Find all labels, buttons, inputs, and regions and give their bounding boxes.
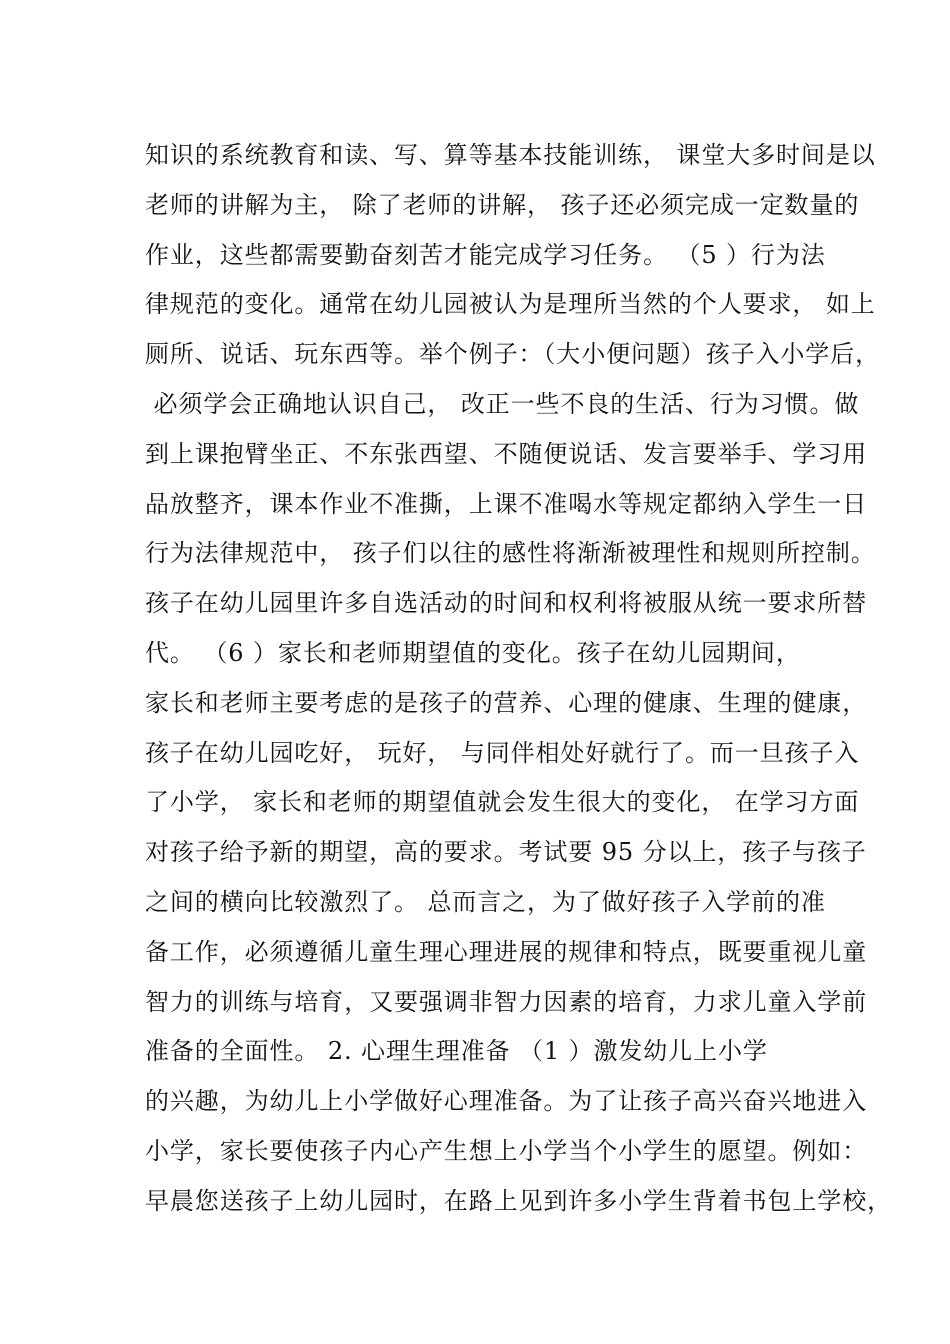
text-line: 早晨您送孩子上幼儿园时，在路上见到许多小学生背着书包上学校， — [145, 1186, 892, 1215]
text-line: 老师的讲解为主， 除了老师的讲解， 孩子还必须完成一定数量的 — [145, 190, 860, 219]
text-line: 智力的训练与培育，又要强调非智力因素的培育，力求儿童入学前 — [145, 987, 868, 1016]
text-line: 代。 （6 ）家长和老师期望值的变化。孩子在幼儿园期间， — [145, 638, 801, 667]
text-line: 的兴趣，为幼儿上小学做好心理准备。为了让孩子高兴奋兴地进入 — [145, 1087, 868, 1116]
text-line: 孩子在幼儿园里许多自选活动的时间和权利将被服从统一要求所替 — [145, 589, 868, 618]
text-line: 备工作，必须遵循儿童生理心理进展的规律和特点，既要重视儿童 — [145, 937, 868, 966]
text-line: 孩子在幼儿园吃好， 玩好， 与同伴相处好就行了。而一旦孩子入 — [145, 738, 860, 767]
text-line: 准备的全面性。 2. 心理生理准备 （1 ）激发幼儿上小学 — [145, 1037, 768, 1066]
text-line: 到上课抱臂坐正、不东张西望、不随便说话、发言要举手、学习用 — [145, 439, 868, 468]
body-text — [145, 131, 892, 1227]
text-line: 厕所、说话、玩东西等。举个例子：（大小便问题）孩子入小学后， — [145, 340, 880, 369]
text-line: 律规范的变化。通常在幼儿园被认为是理所当然的个人要求， 如上 — [145, 290, 876, 319]
text-line: 了小学， 家长和老师的期望值就会发生很大的变化， 在学习方面 — [145, 788, 860, 817]
text-line: 之间的横向比较激烈了。 总而言之，为了做好孩子入学前的准 — [145, 887, 826, 916]
text-line: 品放整齐，课本作业不准撕，上课不准喝水等规定都纳入学生一日 — [145, 489, 868, 518]
text-line: 小学，家长要使孩子内心产生想上小学当个小学生的愿望。例如： — [145, 1136, 868, 1165]
text-line: 行为法律规范中， 孩子们以往的感性将渐渐被理性和规则所控制。 — [145, 539, 876, 568]
text-line: 必须学会正确地认识自己， 改正一些不良的生活、行为习惯。做 — [145, 389, 860, 418]
text-line: 作业，这些都需要勤奋刻苦才能完成学习任务。 （5 ）行为法 — [145, 240, 826, 269]
text-line: 知识的系统教育和读、写、算等基本技能训练， 课堂大多时间是以 — [145, 141, 876, 169]
text-line: 家长和老师主要考虑的是孩子的营养、心理的健康、生理的健康， — [145, 688, 868, 717]
text-line: 对孩子给予新的期望，高的要求。考试要 95 分以上，孩子与孩子 — [145, 838, 867, 867]
